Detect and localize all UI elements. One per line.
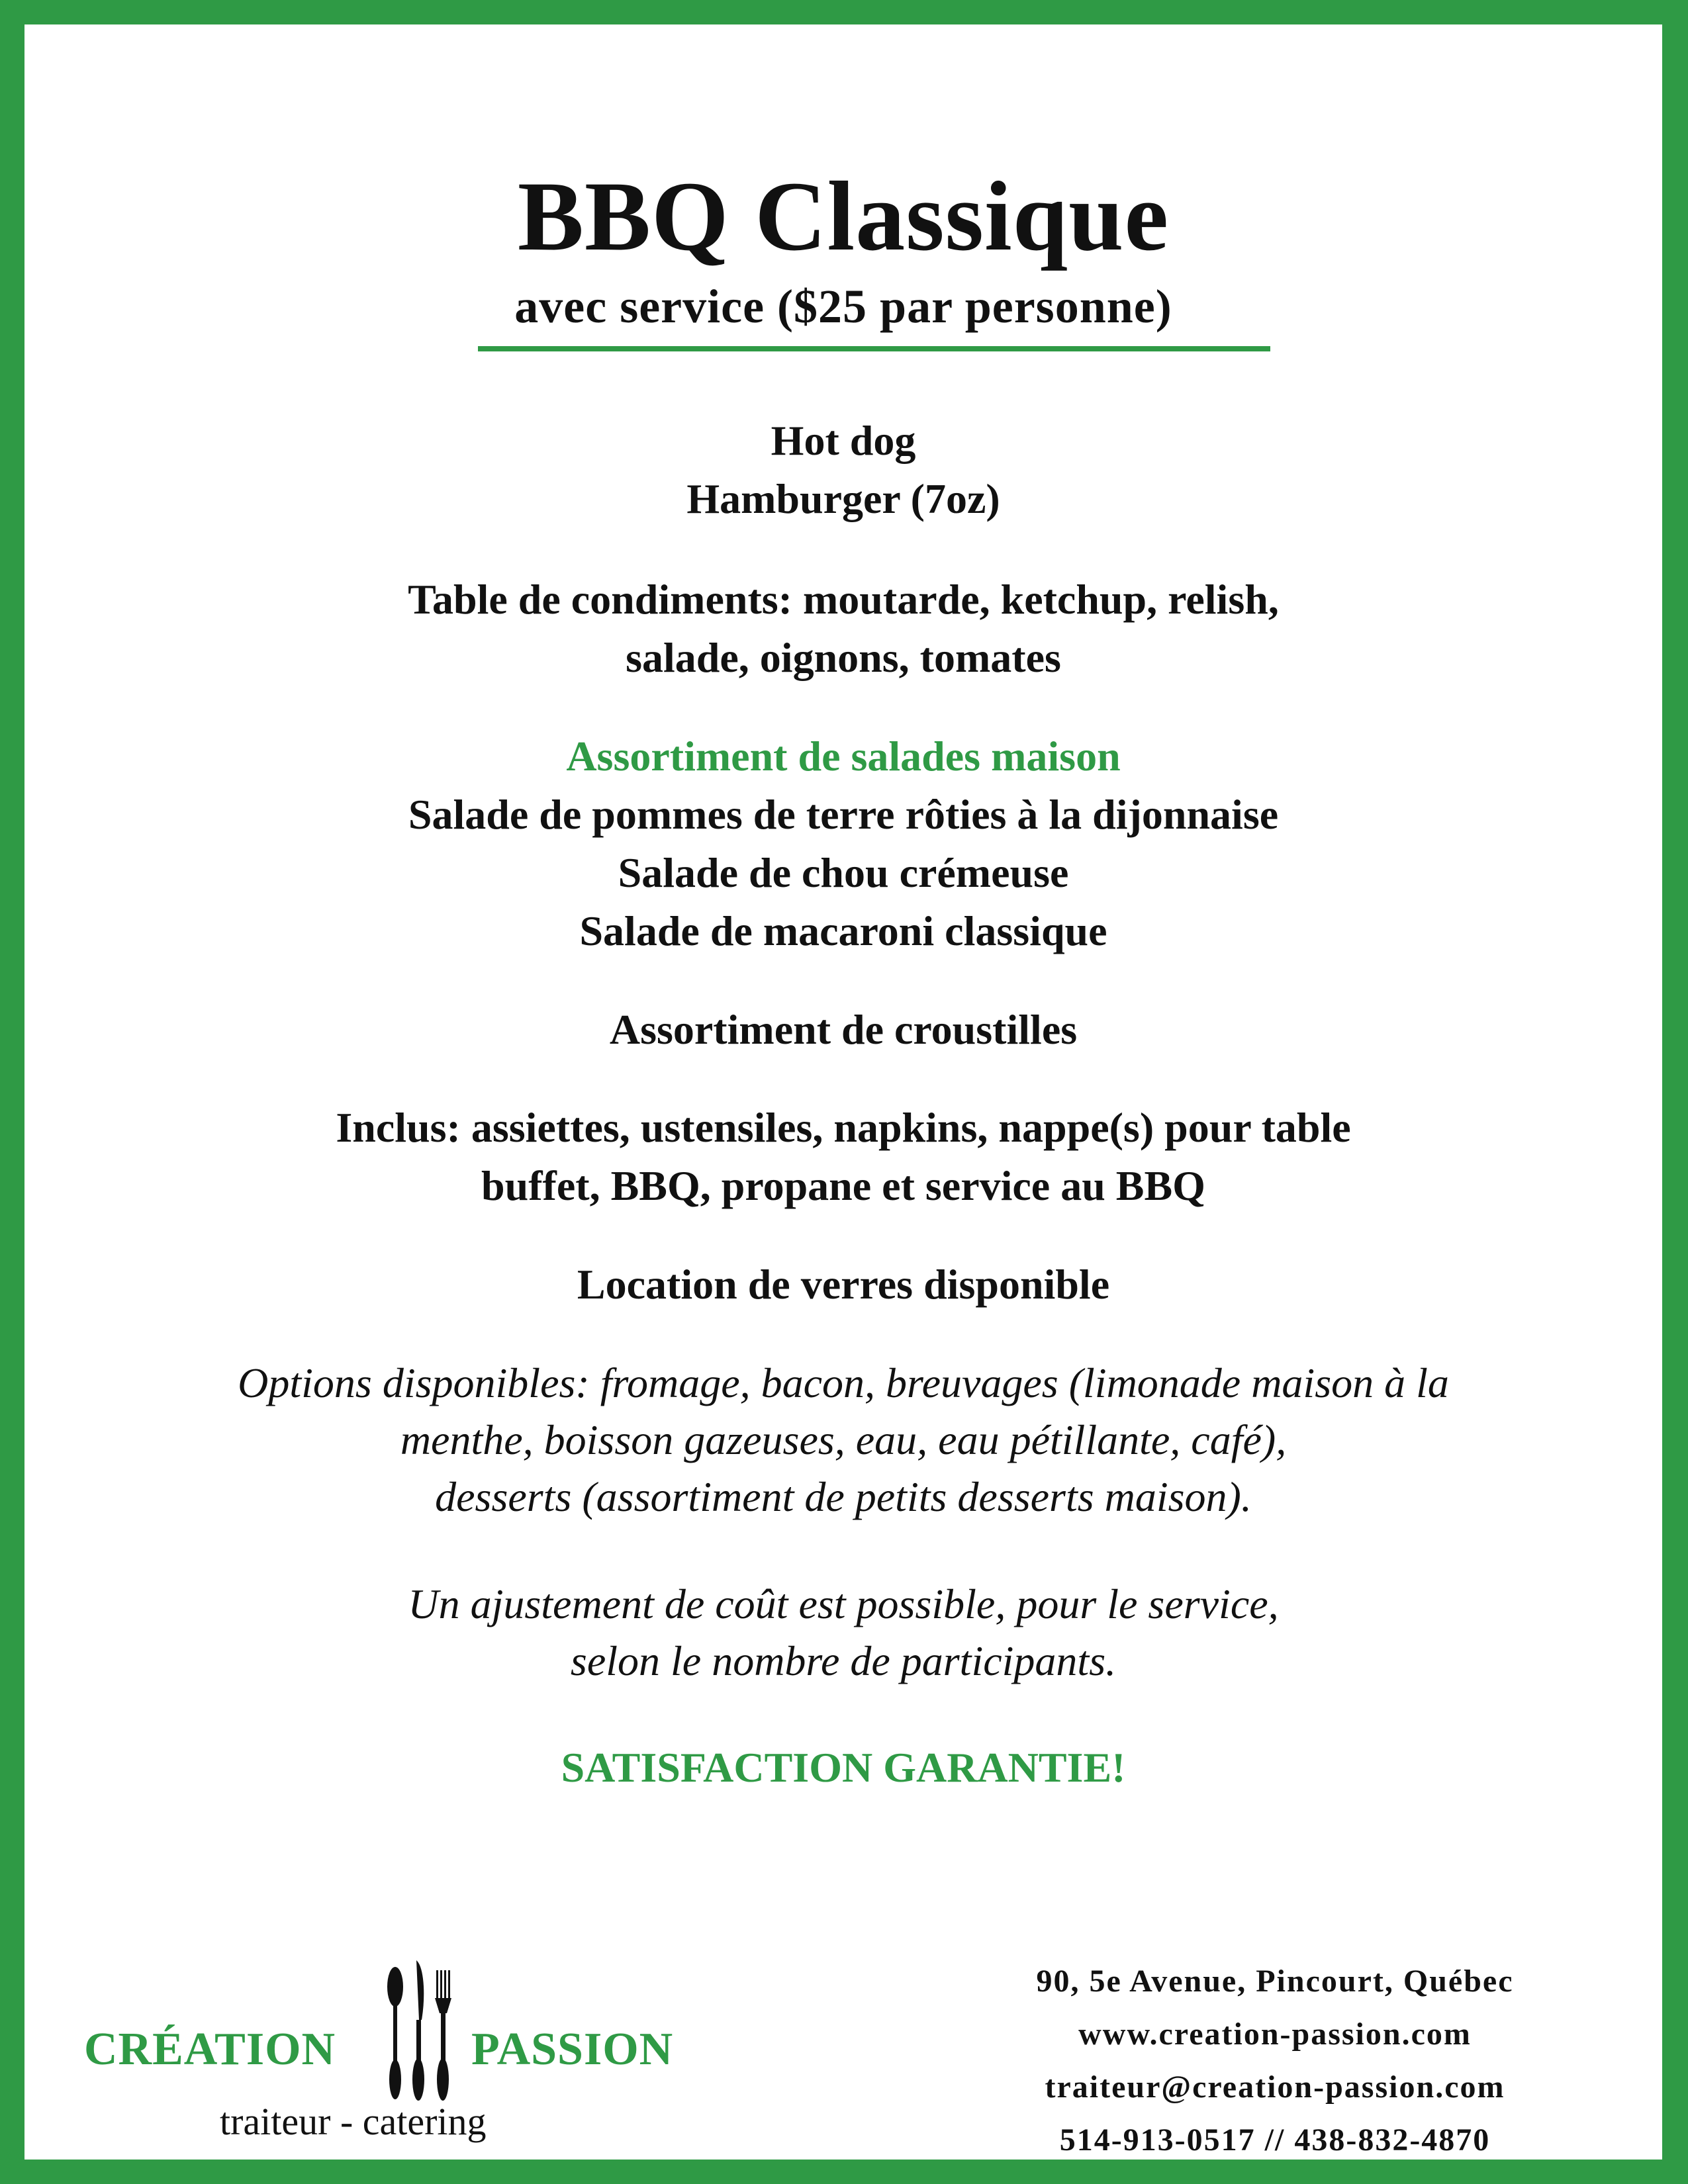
options-section [24,1355,1662,1525]
included-line-2: buffet, BBQ, propane et service au BBQ [481,1162,1205,1209]
menu-title: BBQ Classique [517,161,1170,271]
salad-item: Salade de pommes de terre rôties à la dijonnaise [408,791,1279,838]
contact-address: 90, 5e Avenue, Pincourt, Québec [1036,1964,1514,1999]
main-items [24,412,1662,528]
cutlery-icon [383,1957,456,2106]
options-line-1: Options disponibles: fromage, bacon, breuvages (limonade maison à la [238,1359,1449,1406]
glass-rental-line: Location de verres disponible [577,1261,1110,1308]
contact-website[interactable]: www.creation-passion.com [1078,2017,1472,2052]
contact-block [977,1955,1573,2167]
logo-tagline: traiteur - catering [220,2100,487,2143]
satisfaction-guarantee: SATISFACTION GARANTIE! [561,1744,1126,1791]
adjustment-line-2: selon le nombre de participants. [570,1637,1117,1684]
title-underline [478,346,1270,351]
logo-word-right: PASSION [471,2024,674,2075]
menu-subtitle: avec service ($25 par personne) [514,280,1172,333]
adjustment-line-1: Un ajustement de coût est possible, pour le service, [408,1580,1279,1627]
menu-page [24,24,1662,2160]
options-line-2: menthe, boisson gazeuses, eau, eau pétillante, café), [400,1416,1287,1463]
contact-phones: 514-913-0517 // 438-832-4870 [1059,2122,1491,2158]
included-section [24,1099,1662,1215]
salads-section [24,727,1662,960]
adjustment-section [24,1576,1662,1690]
logo-word-left: CRÉATION [84,2024,336,2075]
creation-passion-logo [84,1937,713,2143]
salad-item: Salade de chou crémeuse [618,849,1069,896]
chips-line: Assortiment de croustilles [609,1006,1078,1053]
contact-email[interactable]: traiteur@creation-passion.com [1045,2070,1505,2105]
options-line-3: desserts (assortiment de petits desserts maison). [435,1473,1252,1520]
item-hotdog: Hot dog [771,417,916,464]
condiments-section [24,570,1662,687]
salads-heading: Assortiment de salades maison [566,733,1121,780]
item-hamburger: Hamburger (7oz) [686,475,1000,522]
included-line-1: Inclus: assiettes, ustensiles, napkins, nappe(s) pour table [336,1104,1351,1151]
salad-item: Salade de macaroni classique [579,907,1107,954]
condiments-line-2: salade, oignons, tomates [626,634,1061,681]
condiments-line-1: Table de condiments: moutarde, ketchup, relish, [408,576,1279,623]
